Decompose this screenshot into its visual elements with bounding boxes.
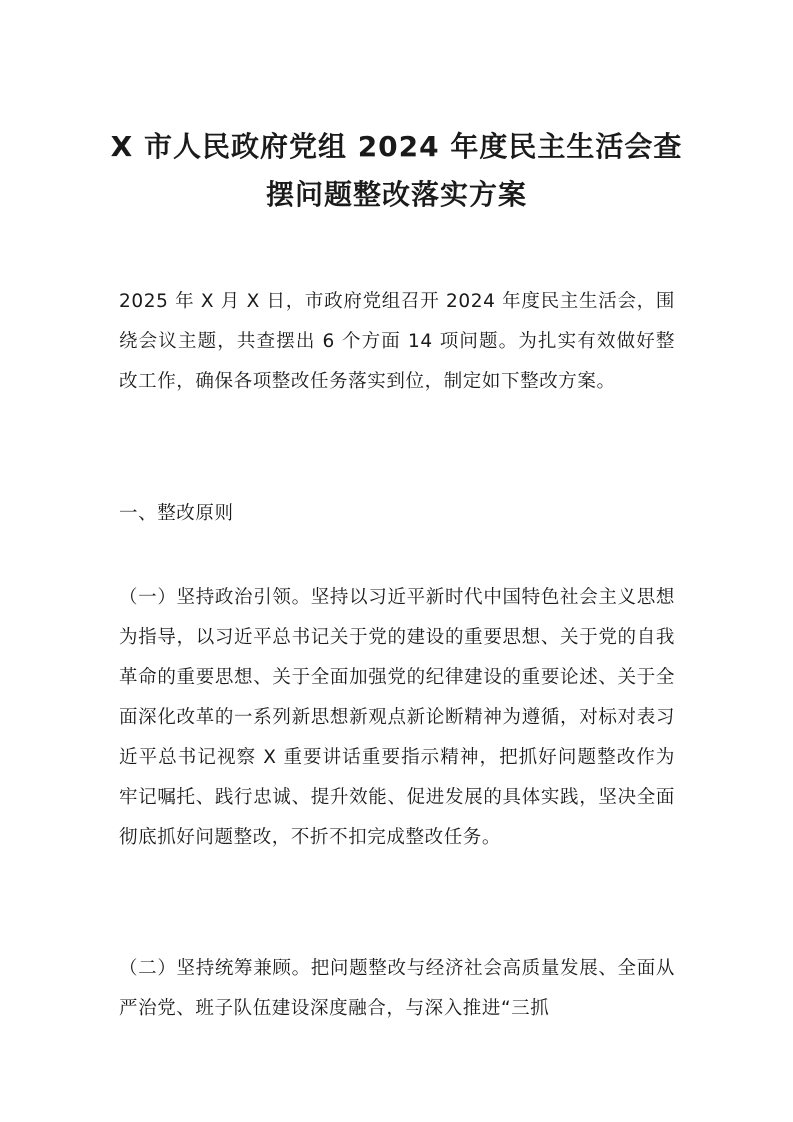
intro-paragraph: 2025 年 X 月 X 日，市政府党组召开 2024 年度民主生活会，围绕会议主题，共查摆出 6 个方面 14 项问题。为扎实有效做好整改工作，确保各项整改任务落实到位，制定如下整改方案。 (119, 291, 675, 392)
principle-overall-planning-paragraph: （二）坚持统筹兼顾。把问题整改与经济社会高质量发展、全面从严治党、班子队伍建设深度融合，与深入推进“三抓 (119, 958, 675, 1019)
document-title-line-1: X 市人民政府党组 2024 年度民主生活会查 (110, 130, 683, 163)
document-title-line-2: 摆问题整改落实方案 (265, 178, 527, 211)
section-heading-principles: 一、整改原则 (119, 503, 234, 524)
principle-political-guidance-paragraph: （一）坚持政治引领。坚持以习近平新时代中国特色社会主义思想为指导，以习近平总书记关于党的建设的重要思想、关于党的自我革命的重要思想、关于全面加强党的纪律建设的重要论述、关于全面深化改革的一系列新思想新观点新论断精神为遵循，对标对表习近平总书记视察 X 重要讲话重要指示精神，把抓好问题整改作为牢记嘱托、践行忠诚、提升效能、促进发展的具体实践，坚决全面彻底抓好问题整改，不折不扣完成整改任务。 (119, 587, 675, 848)
